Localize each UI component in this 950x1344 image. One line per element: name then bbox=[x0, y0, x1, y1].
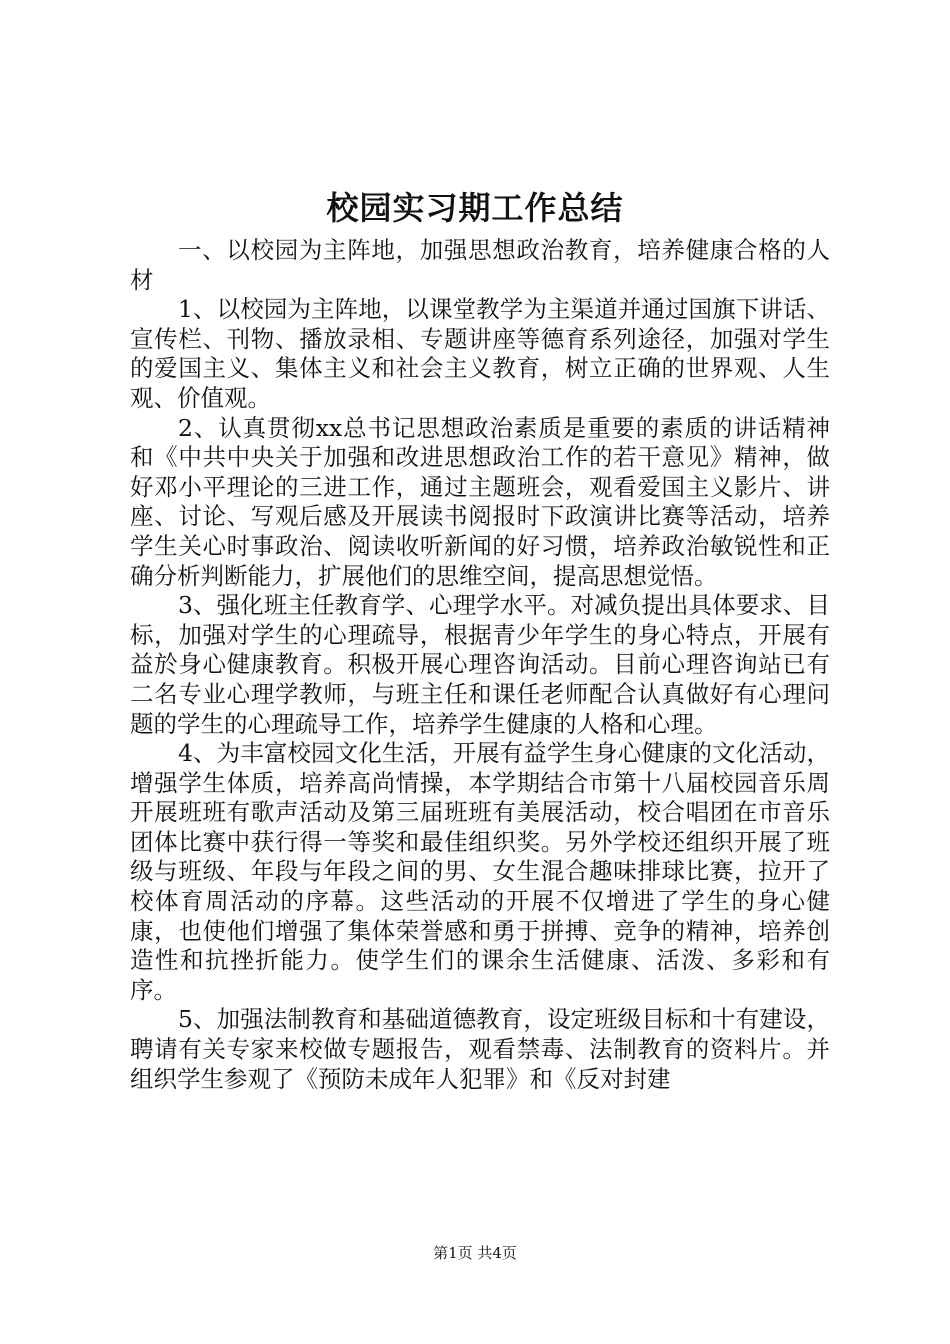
paragraph-4: 4、为丰富校园文化生活，开展有益学生身心健康的文化活动，增强学生体质，培养高尚情操，本学期结合市第十八届校园音乐周开展班班有歌声活动及第三届班班有美展活动，校合唱团在市音乐团体比赛中获行得一等奖和最佳组织奖。另外学校还组织开展了班级与班级、年段与年段之间的男、女生混合趣味排球比赛，拉开了校体育周活动的序幕。这些活动的开展不仅增进了学生的身心健康，也使他们增强了集体荣誉感和勇于拼搏、竞争的精神，培养创造性和抗挫折能力。使学生们的课余生活健康、活泼、多彩和有序。 bbox=[130, 739, 830, 1004]
paragraph-5: 5、加强法制教育和基础道德教育，设定班级目标和十有建设，聘请有关专家来校做专题报告，观看禁毒、法制教育的资料片。并组织学生参观了《预防未成年人犯罪》和《反对封建 bbox=[130, 1005, 830, 1093]
paragraph-2: 2、认真贯彻xx总书记思想政治素质是重要的素质的讲话精神和《中共中央关于加强和改进思想政治工作的若干意见》精神，做好邓小平理论的三进工作，通过主题班会，观看爱国主义影片、讲座、讨论、写观后感及开展读书阅报时下政演讲比赛等活动，培养学生关心时事政治、阅读收听新闻的好习惯，培养政治敏锐性和正确分析判断能力，扩展他们的思维空间，提高思想觉悟。 bbox=[130, 413, 830, 590]
paragraph-3: 3、强化班主任教育学、心理学水平。对减负提出具体要求、目标，加强对学生的心理疏导，根据青少年学生的身心特点，开展有益於身心健康教育。积极开展心理咨询活动。目前心理咨询站已有二名专业心理学教师，与班主任和课任老师配合认真做好有心理问题的学生的心理疏导工作，培养学生健康的人格和心理。 bbox=[130, 591, 830, 738]
document-body bbox=[130, 236, 830, 1094]
document-title: 校园实习期工作总结 bbox=[326, 189, 624, 227]
page-footer: 第1页 共4页 bbox=[433, 1244, 517, 1262]
section-heading: 一、以校园为主阵地，加强思想政治教育，培养健康合格的人材 bbox=[130, 236, 830, 294]
paragraph-1: 1、以校园为主阵地，以课堂教学为主渠道并通过国旗下讲话、宣传栏、刊物、播放录相、专题讲座等德育系列途径，加强对学生的爱国主义、集体主义和社会主义教育，树立正确的世界观、人生观、价值观。 bbox=[130, 295, 830, 412]
